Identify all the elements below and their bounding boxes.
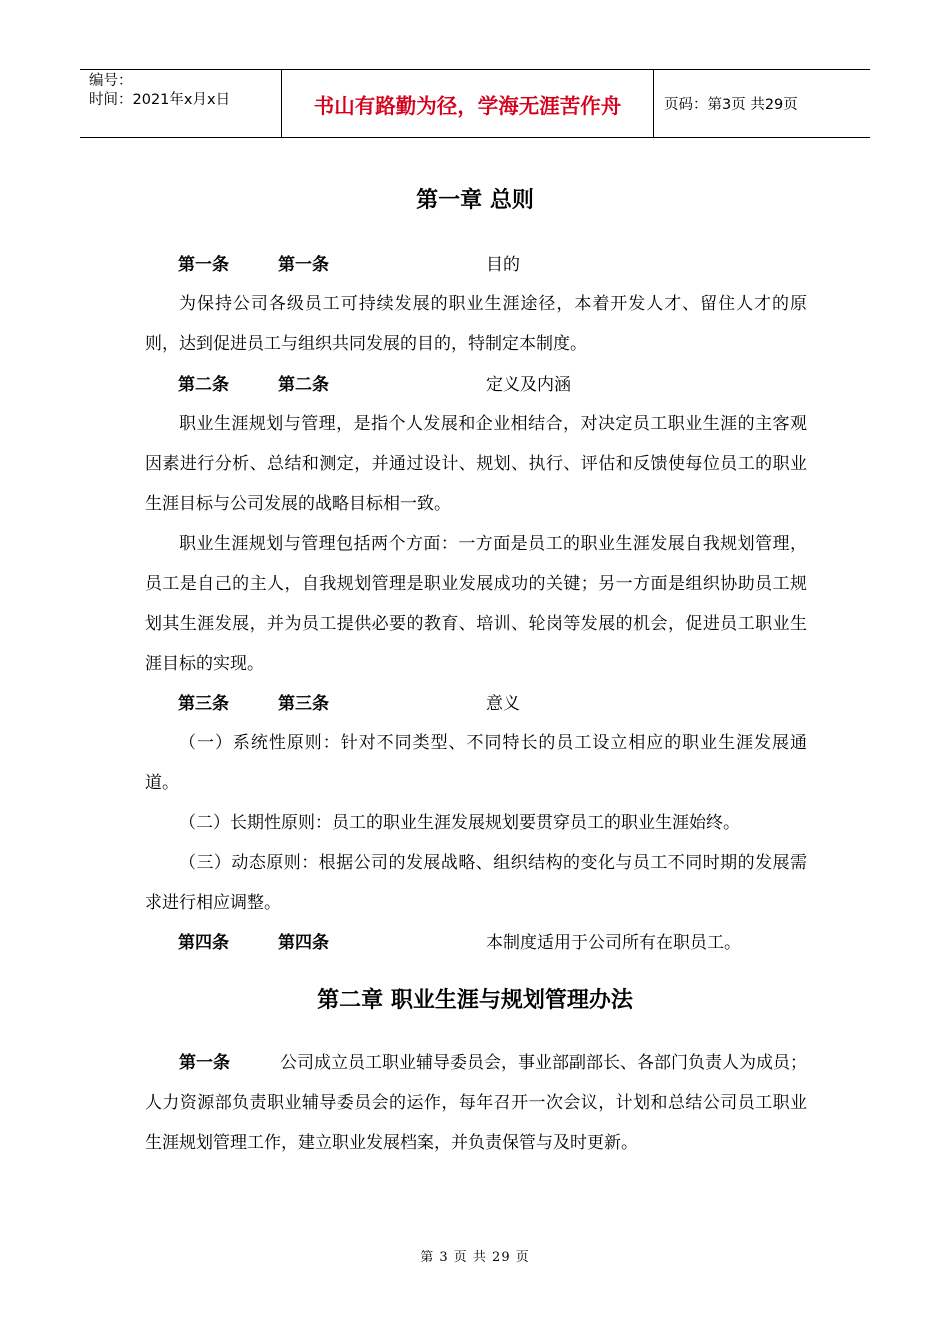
header-motto: 书山有路勤为径，学海无涯苦作舟	[282, 70, 654, 137]
article-label: 第二条	[178, 375, 229, 395]
article-label: 第一条	[178, 255, 229, 275]
article-label: 第三条	[178, 694, 229, 714]
article-title: 定义及内涵	[486, 375, 571, 395]
chapter-1-title: 第一章 总则	[416, 188, 534, 213]
header-number: 编号：	[89, 73, 133, 89]
article-title: 意义	[486, 694, 520, 714]
article-label-repeat: 第二条	[278, 375, 329, 395]
article-label: 第四条	[178, 933, 229, 953]
article-1-paragraph: 为保持公司各级员工可持续发展的职业生涯途径，本着开发人才、留住人才的原则，达到促进员工与组织共同发展的目的，特制定本制度。	[145, 294, 807, 354]
article-label-repeat: 第三条	[278, 694, 329, 714]
article-label: 第一条	[179, 1053, 230, 1073]
article-title: 本制度适用于公司所有在职员工。	[486, 933, 741, 953]
article-3-item-1: （一）系统性原则：针对不同类型、不同特长的员工设立相应的职业生涯发展通道。	[145, 733, 807, 793]
header-meta	[80, 70, 282, 137]
page-header	[80, 69, 870, 138]
article-3-item-2: （二）长期性原则：员工的职业生涯发展规划要贯穿员工的职业生涯始终。	[179, 813, 740, 833]
article-label-repeat: 第一条	[278, 255, 329, 275]
chapter-2-article-1	[145, 1043, 807, 1163]
article-2-paragraph-1: 职业生涯规划与管理，是指个人发展和企业相结合，对决定员工职业生涯的主客观因素进行分析、总结和测定，并通过设计、规划、执行、评估和反馈使每位员工的职业生涯目标与公司发展的战略目标相一致。	[145, 414, 807, 514]
page-footer: 第 3 页 共 29 页	[420, 1250, 530, 1265]
article-title: 目的	[486, 255, 520, 275]
article-2-paragraph-2: 职业生涯规划与管理包括两个方面：一方面是员工的职业生涯发展自我规划管理，员工是自己的主人，自我规划管理是职业发展成功的关键；另一方面是组织协助员工规划其生涯发展，并为员工提供必要的教育、培训、轮岗等发展的机会，促进员工职业生涯目标的实现。	[145, 534, 807, 674]
article-text: 公司成立员工职业辅导委员会，事业部副部长、各部门负责人为成员；人力资源部负责职业辅导委员会的运作，每年召开一次会议，计划和总结公司员工职业生涯规划管理工作，建立职业发展档案，并负责保管与及时更新。	[145, 1053, 807, 1153]
article-label-repeat: 第四条	[278, 933, 329, 953]
header-date: 时间：2021年x月x日	[89, 92, 231, 108]
chapter-2-title: 第二章 职业生涯与规划管理办法	[317, 988, 633, 1013]
article-3-item-3: （三）动态原则：根据公司的发展战略、组织结构的变化与员工不同时期的发展需求进行相应调整。	[145, 853, 807, 913]
header-page-info: 页码：第3页 共29页	[664, 97, 798, 113]
